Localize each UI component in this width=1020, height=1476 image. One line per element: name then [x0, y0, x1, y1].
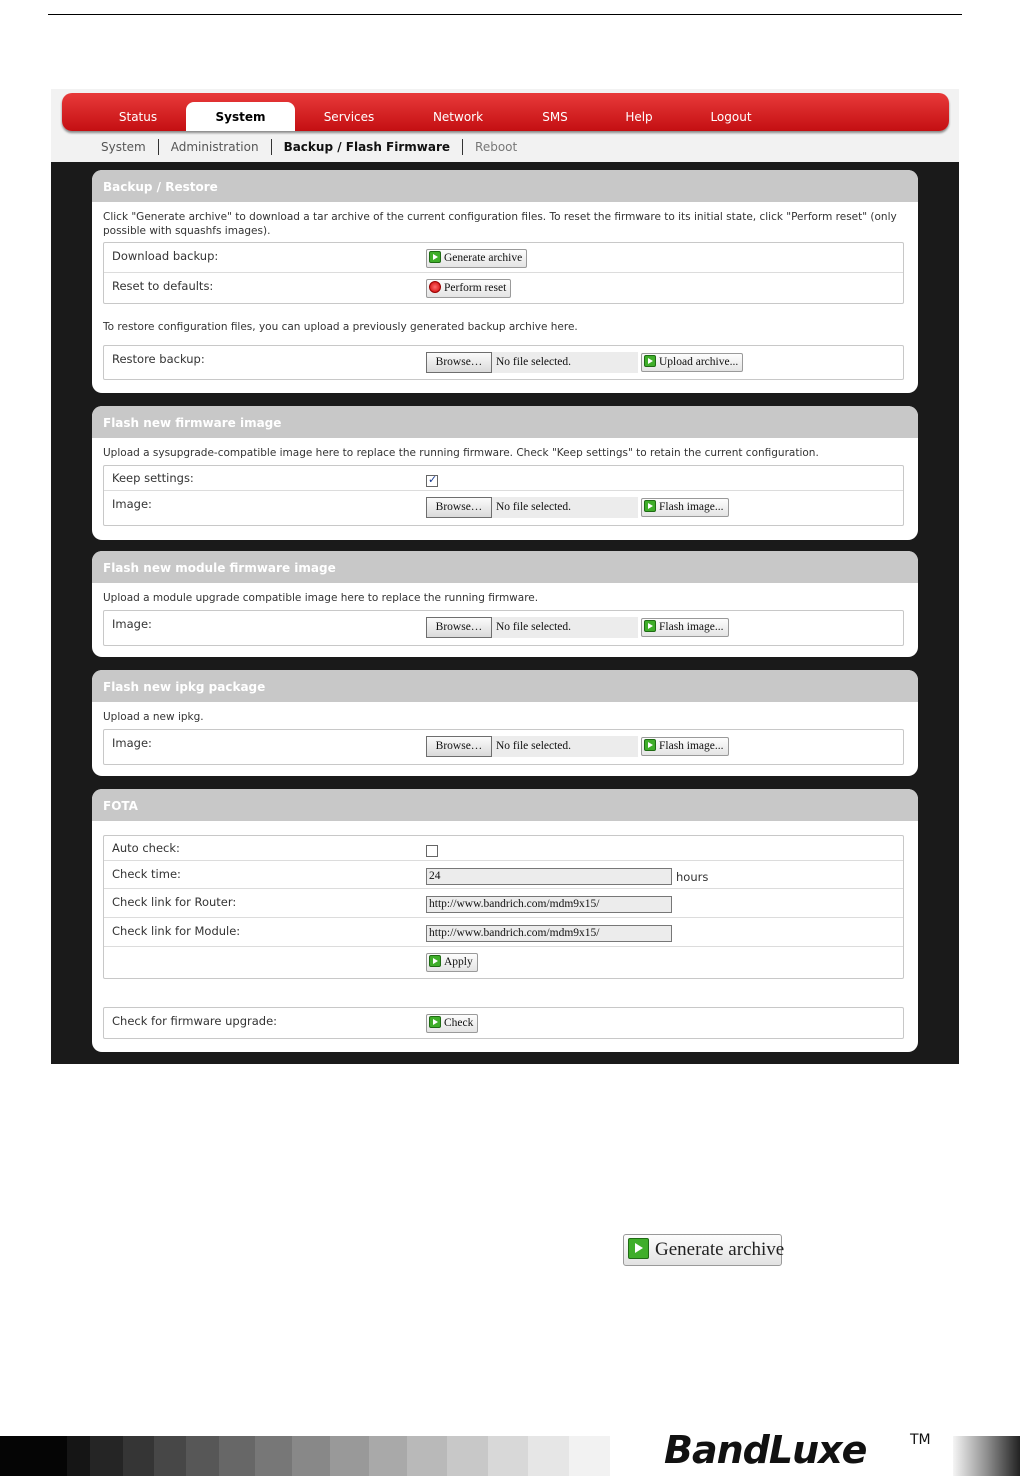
- perform-reset-button[interactable]: Perform reset: [426, 279, 511, 298]
- apply-row: [104, 947, 903, 978]
- row-label: Restore backup:: [112, 352, 205, 366]
- keep-settings-checkbox[interactable]: [426, 475, 438, 487]
- play-icon: [429, 251, 441, 263]
- trademark-mark: TM: [910, 1432, 931, 1448]
- panel-title: Flash new firmware image: [92, 406, 918, 438]
- image-row: [104, 611, 903, 645]
- nav-tab-status[interactable]: Status: [118, 110, 158, 124]
- file-name-display: No file selected.: [492, 617, 638, 638]
- apply-button[interactable]: Apply: [426, 953, 478, 972]
- row-label: Check link for Router:: [112, 895, 237, 909]
- backup-restore-panel: [92, 170, 918, 393]
- play-icon: [628, 1238, 649, 1259]
- subnav-system[interactable]: System: [91, 139, 159, 155]
- panel-description: Upload a new ipkg.: [103, 711, 204, 723]
- nav-tab-system[interactable]: System: [186, 102, 295, 131]
- reset-defaults-row: [104, 273, 903, 303]
- flash-image-button[interactable]: Flash image...: [641, 498, 729, 517]
- restore-description: To restore configuration files, you can upload a previously generated backup archive here.: [103, 321, 578, 333]
- row-label: Auto check:: [112, 841, 180, 855]
- subnav-reboot[interactable]: Reboot: [475, 140, 518, 154]
- module-rows: [103, 610, 904, 646]
- row-label: Image:: [112, 497, 152, 511]
- module-firmware-panel: [92, 551, 918, 657]
- flash-image-button[interactable]: Flash image...: [641, 737, 729, 756]
- row-label: Download backup:: [112, 249, 219, 263]
- stop-icon: [429, 281, 441, 293]
- panel-description: Upload a sysupgrade-compatible image here to replace the running firmware. Check "Keep settings" to retain the current configuration.: [103, 447, 819, 459]
- fota-panel: [92, 789, 918, 1052]
- row-label: Image:: [112, 617, 152, 631]
- module-link-input[interactable]: http://www.bandrich.com/mdm9x15/: [426, 925, 672, 942]
- play-icon: [644, 355, 656, 367]
- restore-rows: [103, 345, 904, 380]
- upload-archive-button[interactable]: Upload archive...: [641, 353, 743, 372]
- browse-button[interactable]: Browse…: [426, 352, 492, 373]
- page-top-rule: [48, 14, 962, 15]
- image-row: [104, 730, 903, 764]
- panel-title: Backup / Restore: [92, 170, 918, 202]
- file-name-display: No file selected.: [492, 736, 638, 757]
- file-name-display: No file selected.: [492, 497, 638, 518]
- auto-check-row: [104, 836, 903, 861]
- browse-button[interactable]: Browse…: [426, 617, 492, 638]
- check-time-input[interactable]: 24: [426, 868, 672, 885]
- keep-settings-row: [104, 466, 903, 491]
- router-ui-screenshot: [51, 89, 959, 1064]
- check-button[interactable]: Check: [426, 1014, 478, 1033]
- play-icon: [644, 739, 656, 751]
- flash-rows: [103, 465, 904, 526]
- nav-tab-network[interactable]: Network: [432, 110, 484, 124]
- nav-tab-sms[interactable]: SMS: [542, 110, 568, 124]
- flash-image-button[interactable]: Flash image...: [641, 618, 729, 637]
- flash-firmware-panel: [92, 406, 918, 540]
- fota-rows: [103, 835, 904, 979]
- play-icon: [644, 620, 656, 632]
- hours-unit: hours: [676, 869, 709, 884]
- nav-tab-logout[interactable]: Logout: [710, 110, 752, 124]
- panel-title: FOTA: [92, 789, 918, 821]
- upgrade-rows: [103, 1007, 904, 1039]
- module-link-row: [104, 918, 903, 947]
- check-time-row: [104, 861, 903, 889]
- nav-tab-help[interactable]: Help: [625, 110, 653, 124]
- row-label: Check link for Module:: [112, 924, 241, 938]
- firmware-upgrade-row: [104, 1008, 903, 1038]
- panel-description: Upload a module upgrade compatible image here to replace the running firmware.: [103, 592, 539, 604]
- ipkg-panel: [92, 670, 918, 776]
- row-label: Reset to defaults:: [112, 279, 214, 293]
- play-icon: [429, 955, 441, 967]
- row-label: Image:: [112, 736, 152, 750]
- nav-tab-services[interactable]: Services: [323, 110, 375, 124]
- file-name-display: No file selected.: [492, 352, 638, 373]
- sub-navigation: [91, 139, 529, 155]
- image-row: [104, 491, 903, 525]
- panel-title: Flash new ipkg package: [92, 670, 918, 702]
- footer-gradient-bar: [0, 1436, 1020, 1476]
- row-label: Check time:: [112, 867, 181, 881]
- subnav-backup-flash[interactable]: Backup / Flash Firmware: [272, 139, 463, 155]
- main-nav-bar: [62, 93, 949, 131]
- browse-button[interactable]: Browse…: [426, 497, 492, 518]
- browse-button[interactable]: Browse…: [426, 736, 492, 757]
- panel-title: Flash new module firmware image: [92, 551, 918, 583]
- play-icon: [429, 1016, 441, 1028]
- play-icon: [644, 500, 656, 512]
- auto-check-checkbox[interactable]: [426, 845, 438, 857]
- router-link-input[interactable]: http://www.bandrich.com/mdm9x15/: [426, 896, 672, 913]
- download-backup-row: [104, 243, 903, 273]
- ipkg-rows: [103, 729, 904, 765]
- generate-archive-button[interactable]: Generate archive: [426, 249, 527, 268]
- row-label: Keep settings:: [112, 471, 194, 485]
- bandluxe-logo: BandLuxe: [664, 1428, 867, 1472]
- row-label: Check for firmware upgrade:: [112, 1014, 278, 1028]
- subnav-administration[interactable]: Administration: [159, 139, 272, 155]
- backup-rows: [103, 242, 904, 304]
- generate-archive-callout-button: Generate archive: [623, 1234, 782, 1266]
- panel-description: Click "Generate archive" to download a tar archive of the current configuration files. To reset the firmware to its initial state, click "Perform reset" (only possible with squashfs images).: [103, 211, 897, 237]
- router-link-row: [104, 889, 903, 918]
- restore-backup-row: [104, 346, 903, 379]
